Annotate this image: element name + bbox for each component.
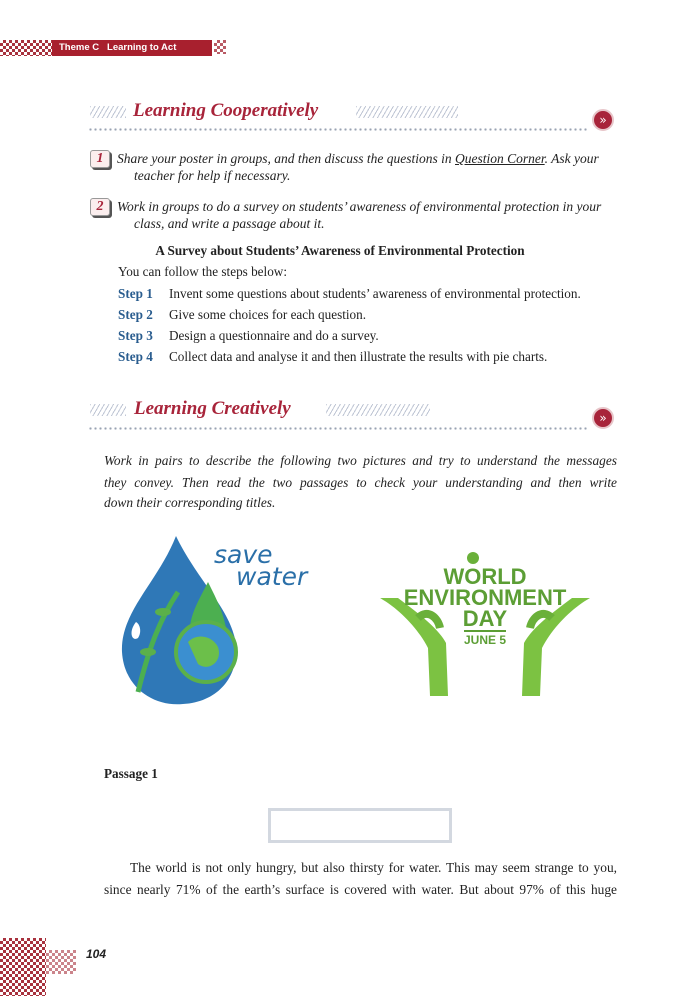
wed-text: WORLD ENVIRONMENT DAY JUNE 5	[403, 564, 567, 647]
theme-banner	[52, 40, 212, 56]
footer-pattern	[46, 950, 76, 974]
item-text: class, and write a passage about it.	[134, 216, 325, 231]
step-text: Give some choices for each question.	[169, 307, 367, 322]
step-text: Invent some questions about students’ awareness of environmental protection.	[169, 286, 581, 301]
passage-line: The world is not only hungry, but also thirsty for water. This may seem strange to you,	[130, 860, 617, 875]
item-text: Work in groups to do a survey on students’ awareness of environmental protection in your	[117, 199, 602, 214]
step-label: Step 4	[118, 349, 153, 364]
unit-label: Learning to Act	[107, 42, 177, 53]
chevron-down-icon[interactable]: »	[592, 109, 614, 131]
footer-pattern	[0, 938, 46, 996]
question-corner-link[interactable]: Question Corner	[455, 151, 545, 166]
instruction-line: down their corresponding titles.	[104, 495, 276, 510]
header-pattern	[0, 40, 52, 56]
item-number: 2	[90, 198, 110, 216]
title-hatch	[90, 106, 126, 118]
item-text: teacher for help if necessary.	[134, 168, 291, 183]
chevron-down-icon[interactable]: »	[592, 407, 614, 429]
step-label: Step 2	[118, 307, 153, 322]
item-number: 1	[90, 150, 110, 168]
save-water-text: save water	[214, 540, 308, 591]
divider	[88, 427, 588, 430]
title-hatch	[356, 106, 458, 118]
world-environment-day-image	[378, 548, 592, 698]
section-title: Learning Creatively	[134, 398, 291, 419]
instruction-line: Work in pairs to describe the following two pictures and try to understand the messages	[104, 453, 617, 468]
header-pattern-right	[214, 40, 226, 54]
title-hatch	[326, 404, 430, 416]
instruction-line: they convey. Then read the two passages to check your understanding and then write	[104, 475, 617, 490]
passage-title-box[interactable]	[268, 808, 452, 843]
step-label: Step 3	[118, 328, 153, 343]
passage-line: since nearly 71% of the earth’s surface is covered with water. But about 97% of this huge	[104, 882, 617, 897]
step-text: Design a questionnaire and do a survey.	[169, 328, 379, 343]
item-text: Share your poster in groups, and then discuss the questions in Question Corner. Ask your	[117, 151, 599, 166]
page-number: 104	[86, 947, 107, 961]
divider	[88, 128, 588, 131]
passage-heading: Passage 1	[104, 766, 158, 781]
section-title: Learning Cooperatively	[133, 100, 319, 121]
step-label: Step 1	[118, 286, 153, 301]
step-text: Collect data and analyse it and then illustrate the results with pie charts.	[169, 349, 548, 364]
save-water-image	[118, 532, 338, 710]
theme-label: Theme C	[59, 42, 100, 53]
survey-title: A Survey about Students’ Awareness of Environmental Protection	[155, 243, 525, 258]
survey-intro: You can follow the steps below:	[118, 264, 287, 279]
title-hatch	[90, 404, 126, 416]
